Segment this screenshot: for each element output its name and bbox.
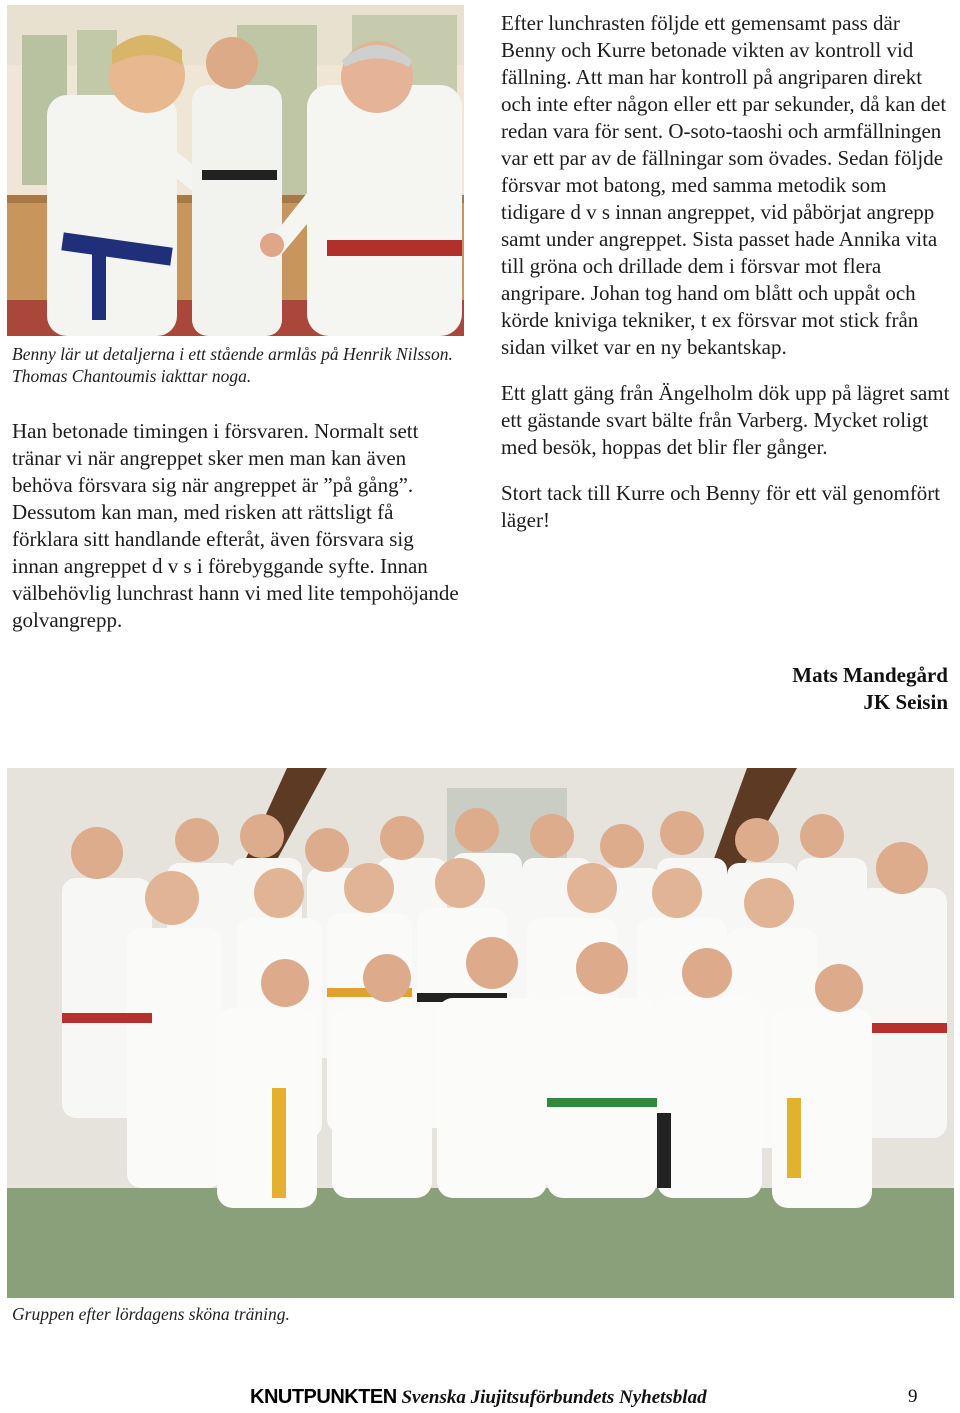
photo-top-caption: Benny lär ut detaljerna i ett stående armlås på Henrik Nilsson. Thomas Chantoumis iakttar noga. xyxy=(12,344,453,386)
author-club: JK Seisin xyxy=(863,690,948,714)
footer-publication: Svenska Jiujitsuförbundets Nyhetsblad xyxy=(401,1387,707,1408)
article-right-column xyxy=(501,10,951,553)
article-paragraph: Stort tack till Kurre och Benny för ett väl genomfört läger! xyxy=(501,481,941,532)
page-number: 9 xyxy=(908,1386,918,1407)
article-paragraph: Efter lunchrasten följde ett gemensamt pass där Benny och Kurre betonade vikten av kontroll vid fällning. Att man har kontroll på angriparen direkt och inte efter någon eller ett par sekunder, då kan det redan vara för sent. O-soto-taoshi och armfällningen var ett par av de fällningar som övades. Sedan följde försvar mot batong, med samma metodik som tidigare d v s innan angreppet, vid påbörjat angrepp samt under angreppet. Sista passet hade Annika vita till gröna och drillade dem i försvar mot flera angripare. Johan tog hand om blått och uppåt och körde kniviga tekniker, t ex försvar mot stick från sidan vilket var en ny bekantskap. xyxy=(501,11,947,359)
article-paragraph: Han betonade timingen i försvaren. Normalt sett tränar vi när angreppet sker men man kan även behöva försvara sig när angreppet är ”på gång”. Dessutom kan man, med risken att rättsligt få förklara sitt handlande efteråt, även försvara sig innan angreppet d v s i förebyggande syfte. Innan välbehövlig lunchrast hann vi med lite tempohöjande golvangrepp. xyxy=(12,419,459,632)
photo-group-caption: Gruppen efter lördagens sköna träning. xyxy=(12,1304,290,1324)
article-paragraph: Ett glatt gäng från Ängelholm dök upp på lägret samt ett gästande svart bälte från Varberg. Mycket roligt med besök, hoppas det blir fler gånger. xyxy=(501,381,950,459)
page-footer xyxy=(250,1385,720,1410)
photo-group-training xyxy=(7,768,954,1298)
footer-brand: KNUTPUNKTEN xyxy=(250,1386,397,1408)
article-left-column xyxy=(12,418,460,653)
author-name: Mats Mandegård xyxy=(792,663,948,687)
photo-armlock-demonstration xyxy=(7,5,464,336)
article-signature xyxy=(792,662,948,716)
